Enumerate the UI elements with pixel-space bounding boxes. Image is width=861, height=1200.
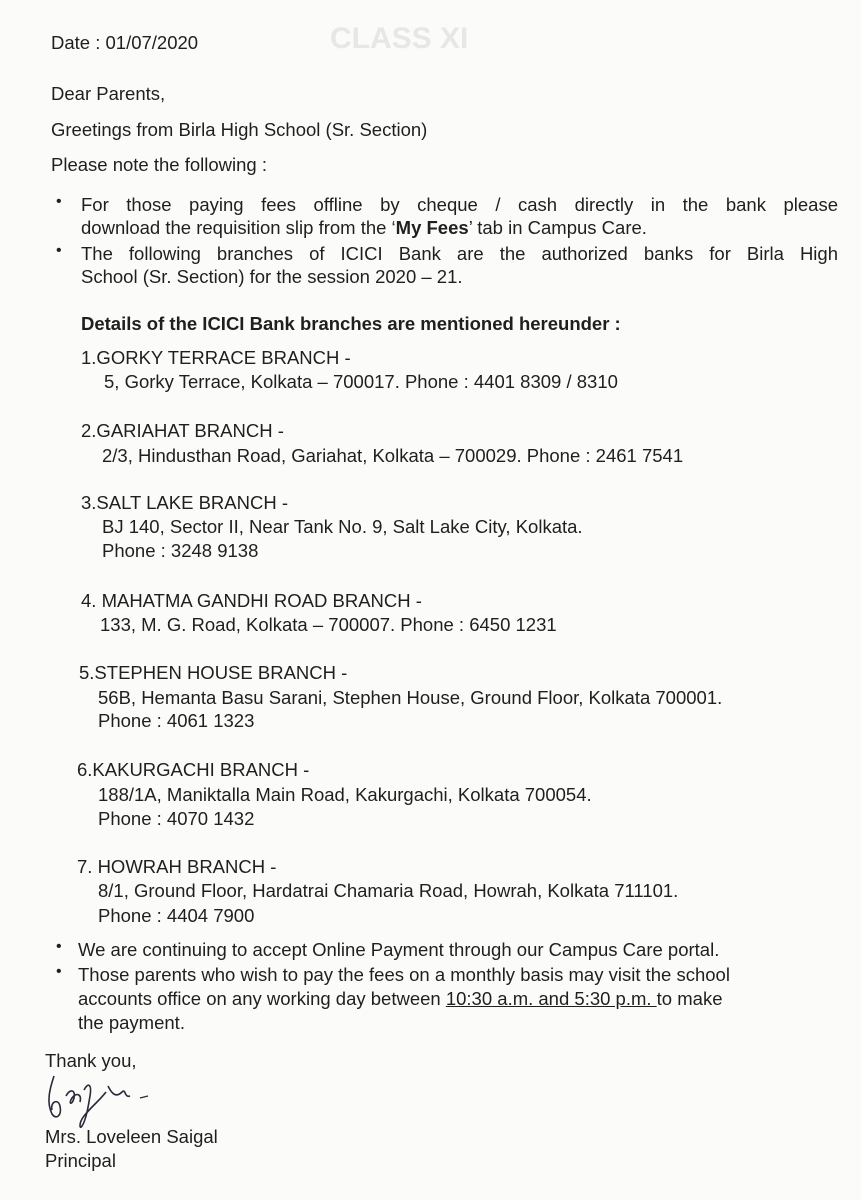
branch-phone: Phone : 4070 1432	[98, 808, 255, 829]
branch-address: BJ 140, Sector II, Near Tank No. 9, Salt Lake City, Kolkata.	[102, 516, 583, 537]
bullet4-line2-post: to make	[656, 988, 723, 1009]
bullet-icon: •	[56, 938, 62, 955]
branch-phone: Phone : 3248 9138	[102, 540, 259, 561]
salutation: Dear Parents,	[51, 83, 166, 104]
bullet2-line2: School (Sr. Section) for the session 2020 – 21.	[81, 266, 463, 287]
bullet4-line1: Those parents who wish to pay the fees on a monthly basis may visit the school	[78, 964, 730, 985]
branch-name: 3.SALT LAKE BRANCH -	[81, 492, 288, 513]
details-heading: Details of the ICICI Bank branches are mentioned hereunder :	[81, 313, 621, 334]
branch-name: 4. MAHATMA GANDHI ROAD BRANCH -	[81, 590, 422, 611]
bullet-icon: •	[56, 193, 62, 210]
branch-name: 6.KAKURGACHI BRANCH -	[77, 759, 310, 780]
bullet-icon: •	[56, 963, 62, 980]
branch-phone: Phone : 4061 1323	[98, 710, 255, 731]
bullet4-line3: the payment.	[78, 1012, 185, 1033]
branch-address: 5, Gorky Terrace, Kolkata – 700017. Phone : 4401 8309 / 8310	[104, 371, 618, 392]
branch-name: 1.GORKY TERRACE BRANCH -	[81, 347, 351, 368]
bleed-through-text: CLASS XI	[330, 22, 469, 55]
letter-date: Date : 01/07/2020	[51, 32, 199, 53]
signatory-name: Mrs. Loveleen Saigal	[45, 1126, 218, 1147]
office-hours: 10:30 a.m. and 5:30 p.m.	[445, 988, 657, 1009]
bullet1-line2-post: ’ tab in Campus Care.	[468, 217, 647, 238]
branch-address: 133, M. G. Road, Kolkata – 700007. Phone : 6450 1231	[100, 614, 557, 635]
closing: Thank you,	[45, 1050, 137, 1071]
bullet1-line1: For those paying fees offline by cheque / cash directly in the bank please	[81, 194, 838, 215]
branch-address: 56B, Hemanta Basu Sarani, Stephen House, Ground Floor, Kolkata 700001.	[98, 687, 723, 708]
branch-name: 2.GARIAHAT BRANCH -	[81, 420, 284, 441]
branch-name: 5.STEPHEN HOUSE BRANCH -	[79, 662, 348, 683]
signature-image	[40, 1068, 160, 1132]
bullet-icon: •	[56, 242, 62, 259]
branch-address: 188/1A, Maniktalla Main Road, Kakurgachi, Kolkata 700054.	[98, 784, 592, 805]
note-intro: Please note the following :	[51, 154, 267, 175]
greeting: Greetings from Birla High School (Sr. Section)	[51, 119, 428, 140]
my-fees-tab-name: My Fees	[395, 217, 469, 238]
branch-phone: Phone : 4404 7900	[98, 905, 255, 926]
bullet4-line2-pre: accounts office on any working day between	[78, 988, 446, 1009]
bullet2-line1: The following branches of ICICI Bank are the authorized banks for Birla High	[81, 243, 838, 264]
branch-address: 2/3, Hindusthan Road, Gariahat, Kolkata – 700029. Phone : 2461 7541	[102, 445, 684, 466]
branch-address: 8/1, Ground Floor, Hardatrai Chamaria Road, Howrah, Kolkata 711101.	[98, 880, 679, 901]
signatory-title: Principal	[45, 1150, 116, 1171]
bullet1-line2-pre: download the requisition slip from the ‘	[81, 217, 396, 238]
bullet3-text: We are continuing to accept Online Payment through our Campus Care portal.	[78, 939, 720, 960]
bullet1-line2	[81, 217, 647, 239]
bullet4-line2	[78, 988, 722, 1010]
branch-name: 7. HOWRAH BRANCH -	[77, 856, 277, 877]
